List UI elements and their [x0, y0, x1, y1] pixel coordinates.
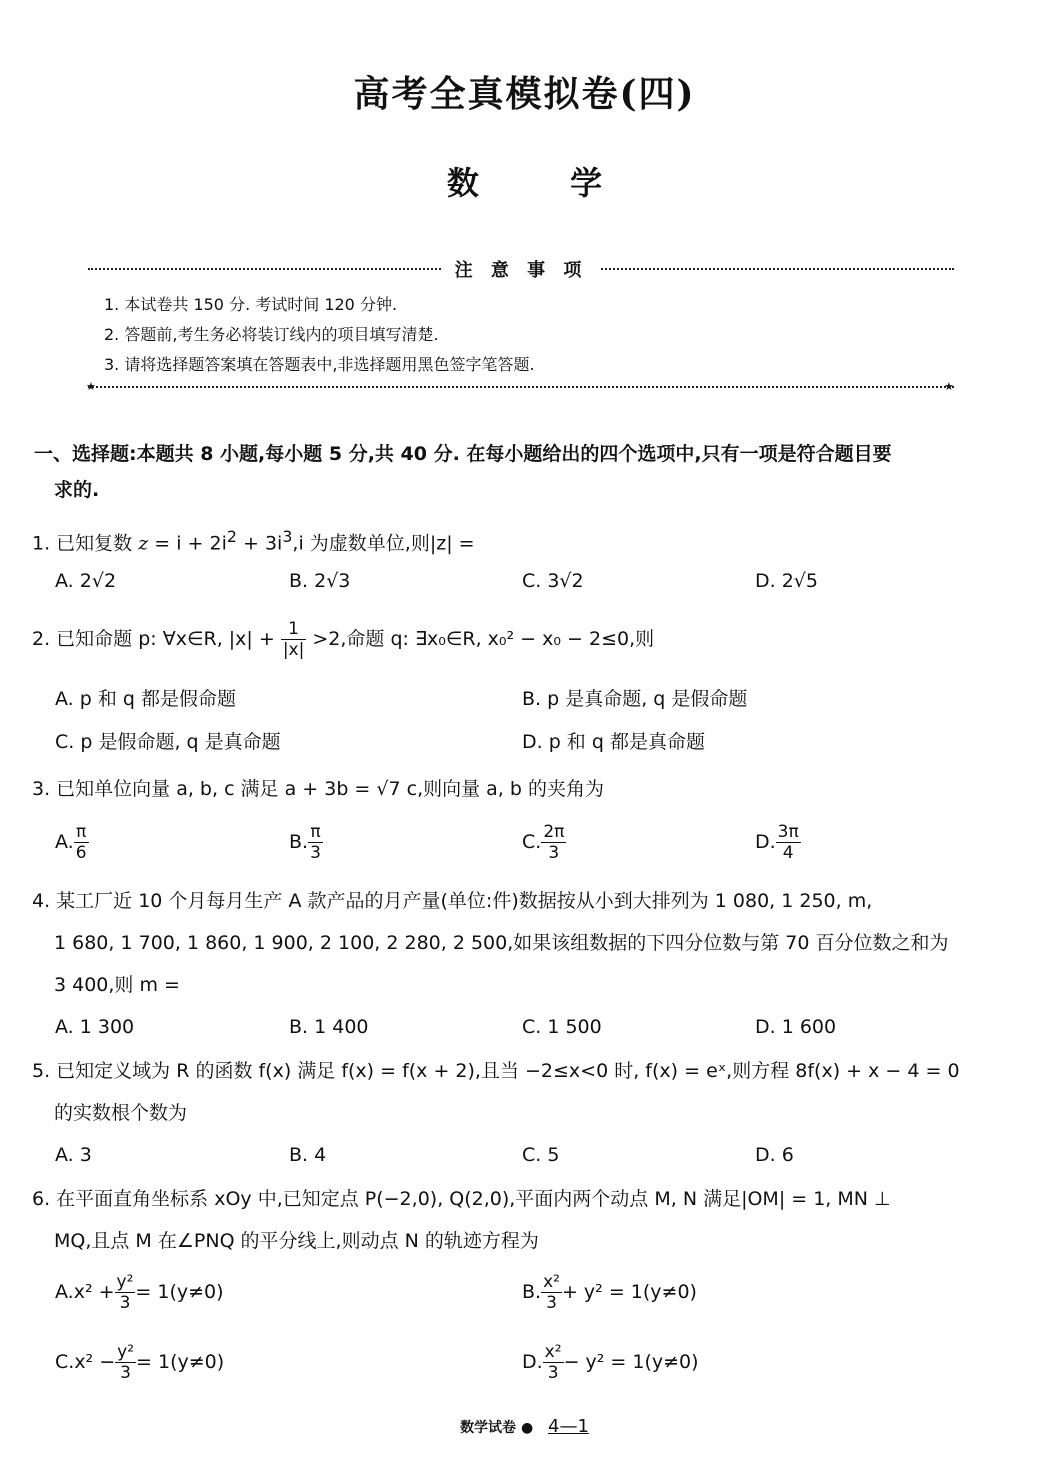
option-a[interactable]: A.x² + $\frac{\text{y²}}{3}$ = 1(y≠0): [55, 1272, 224, 1313]
question-5: 5. 已知定义域为 R 的函数 f(x) 满足 f(x) = f(x + 2),且当 −2≤x<0 时, f(x) = eˣ,则方程 8f(x) + x − 4 = 0 的实数根个数为: [32, 1060, 960, 1124]
divider: [88, 386, 954, 388]
footer-label: 数学试卷: [460, 1420, 517, 1436]
page-number: 4—1: [548, 1416, 589, 1437]
option-b[interactable]: B. $\frac{\pi}{3}$: [289, 822, 321, 863]
option-b[interactable]: B. 4: [289, 1144, 327, 1166]
section-heading: 一、选择题:本题共 8 小题,每小题 5 分,共 40 分. 在每小题给出的四个选项中,只有一项是符合题目要 求的.: [34, 443, 892, 501]
notice-item: 1. 本试卷共 150 分. 考试时间 120 分钟.: [104, 295, 398, 314]
notice-list: [104, 290, 535, 380]
option-d[interactable]: D. p 和 q 都是真命题: [522, 731, 705, 753]
option-d[interactable]: D. 1 600: [755, 1016, 837, 1038]
option-c[interactable]: C.x² − $\frac{\text{y²}}{3}$ = 1(y≠0): [55, 1342, 225, 1383]
option-c[interactable]: C. p 是假命题, q 是真命题: [55, 731, 281, 753]
question-6: 6. 在平面直角坐标系 xOy 中,已知定点 P(−2,0), Q(2,0),平面内两个动点 M, N 满足|OM| = 1, MN ⊥ MQ,且点 M 在∠PNQ 的平分线上,则动点 N 的轨迹方程为: [32, 1188, 891, 1252]
option-a[interactable]: A. p 和 q 都是假命题: [55, 688, 236, 710]
question-3: 3. 已知单位向量 a, b, c 满足 a + 3b = √7 c,则向量 a, b 的夹角为: [32, 778, 604, 800]
notice-item: 2. 答题前,考生务必将装订线内的项目填写清楚.: [104, 325, 439, 344]
option-c[interactable]: C. 3√2: [522, 570, 584, 592]
subject-title: 数 学: [446, 164, 643, 202]
option-b[interactable]: B. p 是真命题, q 是假命题: [522, 688, 748, 710]
option-a[interactable]: A. $\frac{\pi}{6}$: [55, 822, 87, 863]
notice-item: 3. 请将选择题答案填在答题表中,非选择题用黑色签字笔答题.: [104, 355, 535, 374]
option-a[interactable]: A. 1 300: [55, 1016, 135, 1038]
page-footer: [0, 1416, 1049, 1437]
option-c[interactable]: C. 5: [522, 1144, 560, 1166]
option-c[interactable]: C. 1 500: [522, 1016, 602, 1038]
question-4: 4. 某工厂近 10 个月每月生产 A 款产品的月产量(单位:件)数据按从小到大排列为 1 080, 1 250, m, 1 680, 1 700, 1 860, 1 900, 2 100, 2 280, 2 500,如果该组数据的下四分位数与第 70 百分位数之和为 3 400,则 m =: [32, 890, 949, 996]
option-b[interactable]: B. $\frac{\text{x²}}{3}$ + y² = 1(y≠0): [522, 1272, 697, 1313]
rocket-icon: ●: [520, 1420, 534, 1436]
option-d[interactable]: D. 6: [755, 1144, 794, 1166]
fraction: $\frac{1}{|x|}$: [282, 619, 305, 660]
option-d[interactable]: D. 2√5: [755, 570, 818, 592]
option-b[interactable]: B. 2√3: [289, 570, 351, 592]
question-1: 1. 已知复数 $z = i + 2i^2 + 3i^3,i$ 为虚数单位,则|z| =: [32, 527, 475, 555]
question-2: 2. 已知命题 p: ∀x∈R, |x| + $\frac{1}{|x|}$ >2,命题 q: ∃x₀∈R, x₀² − x₀ − 2≤0,则: [32, 619, 655, 660]
option-c[interactable]: C. $\frac{2\pi}{3}$: [522, 822, 565, 863]
notice-header: [88, 256, 954, 280]
option-d[interactable]: D. $\frac{\text{x²}}{3}$ − y² = 1(y≠0): [522, 1342, 699, 1383]
star-icon: ★: [86, 380, 96, 393]
notice-title: 注 意 事 项: [443, 260, 600, 281]
option-b[interactable]: B. 1 400: [289, 1016, 369, 1038]
star-icon: ★: [944, 380, 954, 393]
option-d[interactable]: D. $\frac{3\pi}{4}$: [755, 822, 799, 863]
page-title: 高考全真模拟卷(四): [353, 73, 696, 115]
option-a[interactable]: A. 2√2: [55, 570, 117, 592]
option-a[interactable]: A. 3: [55, 1144, 92, 1166]
